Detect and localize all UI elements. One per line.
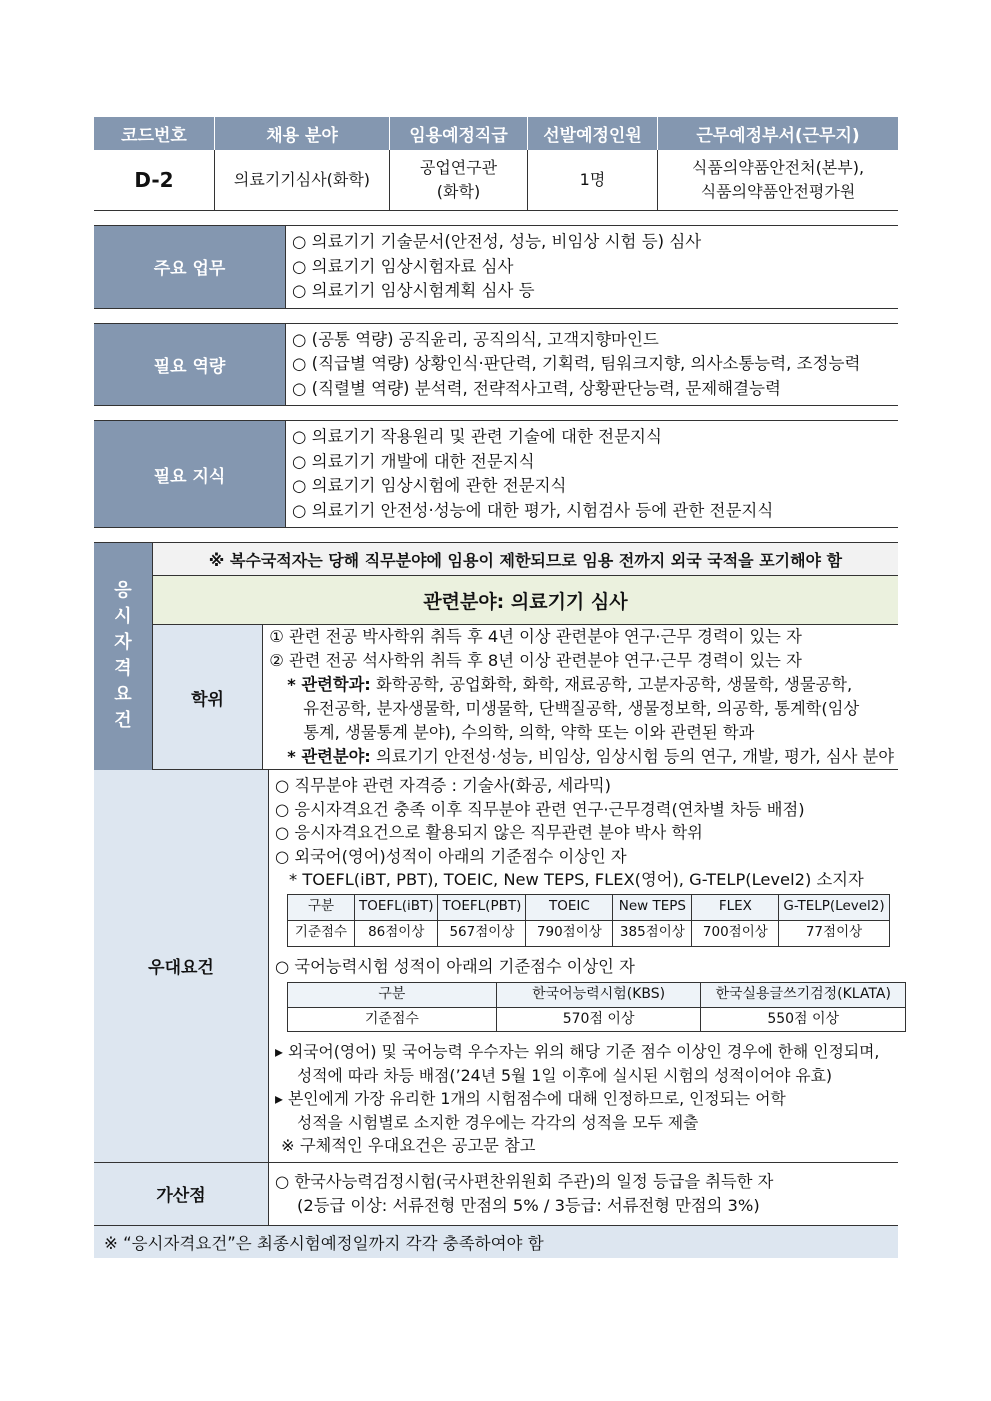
field-value: 의료기기심사(화학) (215, 150, 390, 211)
count-value: 1명 (528, 150, 658, 211)
related-area-line: * 관련분야: 의료기기 안전성·성능, 비임상, 임상시험 등의 연구, 개발, 평가, 심사 분야 (287, 747, 894, 766)
dept-value: 식품의약품안전처(본부), 식품의약품안전평가원 (658, 150, 899, 211)
list-item: ○ 국어능력시험 성적이 아래의 기준점수 이상인 자 (275, 956, 635, 976)
list-item: ○ 의료기기 임상시험계획 심사 등 (292, 281, 535, 300)
preference-section (94, 770, 898, 1258)
job-posting-page (94, 117, 898, 1258)
degree-content (263, 625, 898, 770)
duties-section (94, 225, 898, 309)
preference-content (269, 770, 899, 1162)
preference-label: 우대요건 (94, 770, 269, 1162)
list-item: ○ 의료기기 임상시험자료 심사 (292, 256, 514, 276)
bonus-label: 가산점 (94, 1162, 269, 1225)
list-item: ○ 외국어(영어)성적이 아래의 기준점수 이상인 자 (275, 846, 627, 866)
competency-label: 필요 역량 (94, 323, 286, 406)
list-item: ▸ 본인에게 가장 유리한 1개의 시험점수에 대해 인정하므로, 인정되는 어학 (275, 1089, 786, 1108)
knowledge-label: 필요 지식 (94, 421, 286, 528)
knowledge-section (94, 420, 898, 528)
knowledge-content (286, 421, 899, 528)
list-item: ① 관련 전공 박사학위 취득 후 4년 이상 관련분야 연구·근무 경력이 있는 자 (269, 627, 802, 646)
list-item: ○ (직급별 역량) 상황인식·판단력, 기획력, 팀워크지향, 의사소통능력, 조정능력 (292, 354, 861, 373)
list-item: ○ 직무분야 관련 자격증 : 기술사(화공, 세라믹) (275, 776, 611, 795)
col-code: 코드번호 (94, 117, 215, 150)
list-item: ○ 의료기기 안전성·성능에 대한 평가, 시험검사 등에 관한 전문지식 (292, 500, 774, 520)
reference-note: ※ 구체적인 우대요건은 공고문 참고 (281, 1136, 536, 1155)
list-item: ▸ 외국어(영어) 및 국어능력 우수자는 위의 해당 기준 점수 이상인 경우에 한해 인정되며, (275, 1042, 880, 1061)
related-dept-line: 유전공학, 분자생물학, 미생물학, 단백질공학, 생물정보학, 의공학, 통계학(임상 (303, 699, 860, 718)
list-item: (2등급 이상: 서류전형 만점의 5% / 3등급: 서류전형 만점의 3%) (297, 1195, 760, 1215)
col-dept: 근무예정부서(근무지) (658, 117, 899, 150)
dual-citizenship-notice: ※ 복수국적자는 당해 직무분야에 임용이 제한되므로 임용 전까지 외국 국적을 포기해야 함 (152, 543, 898, 576)
list-item: ○ 응시자격요건 충족 이후 직무분야 관련 연구·근무경력(연차별 차등 배점) (275, 799, 805, 819)
list-item: 성적을 시험별로 소지한 경우에는 각각의 성적을 모두 제출 (297, 1112, 699, 1132)
list-item: ② 관련 전공 석사학위 취득 후 8년 이상 관련분야 연구·근무 경력이 있는 자 (269, 651, 802, 670)
qualification-section (94, 542, 898, 770)
list-item: 성적에 따라 차등 배점(’24년 5월 1일 이후에 실시된 시험의 성적이어야 유효) (297, 1065, 833, 1085)
col-rank: 임용예정직급 (390, 117, 528, 150)
code-value: D-2 (94, 150, 215, 211)
list-item: ○ 한국사능력검정시험(국사편찬위원회 주관)의 일정 등급을 취득한 자 (275, 1172, 774, 1191)
english-score-table: 구분 TOEFL(iBT) TOEFL(PBT) TOEIC New TEPS FLEX G-TELP(Level2) 기준점수 86점이상 567점이상 790점이상 385점이상 700점이상 77점이상 (287, 894, 890, 947)
related-dept-line: 통계, 생물통계 분야), 수의학, 의학, 약학 또는 이와 관련된 학과 (303, 723, 755, 742)
list-item: ○ 의료기기 임상시험에 관한 전문지식 (292, 476, 567, 495)
competency-section (94, 323, 898, 407)
degree-label: 학위 (152, 625, 262, 770)
competency-content (286, 323, 899, 406)
related-field-title: 관련분야: 의료기기 심사 (152, 576, 898, 625)
list-item: ○ 의료기기 작용원리 및 관련 기술에 대한 전문지식 (292, 427, 662, 446)
col-count: 선발예정인원 (528, 117, 658, 150)
duties-label: 주요 업무 (94, 226, 286, 309)
related-dept-line: * 관련학과: 화학공학, 공업화학, 화학, 재료공학, 고분자공학, 생물학, 생물공학, (287, 675, 853, 694)
list-item: ○ (공통 역량) 공직윤리, 공직의식, 고객지향마인드 (292, 329, 659, 349)
korean-score-table: 구분 한국어능력시험(KBS) 한국실용글쓰기검정(KLATA) 기준점수 570점 이상 550점 이상 (287, 982, 906, 1032)
bonus-content (269, 1162, 899, 1225)
duties-content (286, 226, 899, 309)
language-note: * TOEFL(iBT, PBT), TOEIC, New TEPS, FLEX(영어), G-TELP(Level2) 소지자 (289, 870, 864, 889)
rank-value: 공업연구관 (화학) (390, 150, 528, 211)
list-item: ○ 의료기기 기술문서(안전성, 성능, 비임상 시험 등) 심사 (292, 232, 702, 251)
list-item: ○ (직렬별 역량) 분석력, 전략적사고력, 상황판단능력, 문제해결능력 (292, 378, 781, 398)
header-table (94, 117, 898, 211)
list-item: ○ 응시자격요건으로 활용되지 않은 직무관련 분야 박사 학위 (275, 823, 703, 842)
footer-note: ※ “응시자격요건”은 최종시험예정일까지 각각 충족하여야 함 (94, 1225, 898, 1258)
col-field: 채용 분야 (215, 117, 390, 150)
qualification-vertical-label: 응 시 자 격 요 건 (94, 543, 152, 770)
list-item: ○ 의료기기 개발에 대한 전문지식 (292, 451, 535, 471)
